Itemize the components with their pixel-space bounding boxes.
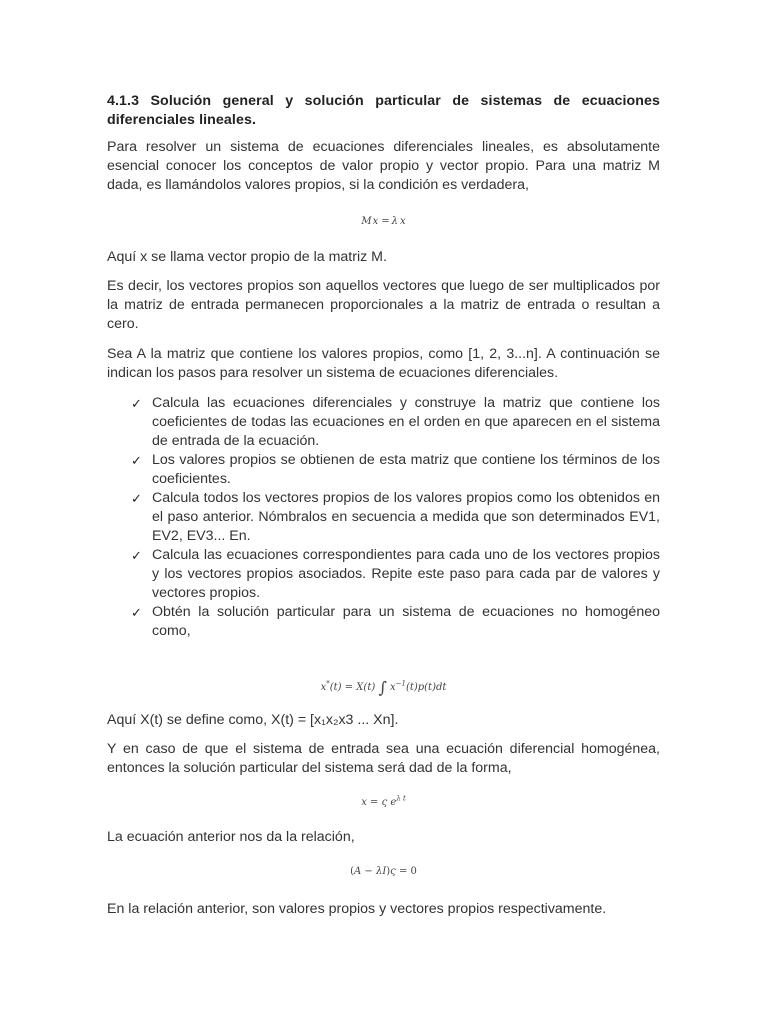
formula-text: Mx = λ x	[361, 216, 406, 227]
paragraph-relation-intro	[107, 828, 660, 847]
checkmark-icon: ✓	[131, 605, 142, 620]
formula-text: (A − λI)ς = 0	[350, 866, 417, 877]
paragraph-text: La ecuación anterior nos da la relación,	[107, 829, 355, 845]
step-item	[107, 451, 660, 489]
formula-homogeneous	[107, 795, 660, 808]
paragraph-text: Aquí x se llama vector propio de la matriz M.	[107, 249, 387, 265]
step-text: Los valores propios se obtienen de esta matriz que contiene los términos de los coeficientes.	[152, 452, 660, 487]
formula-text: x = ς $e^{\lambda t}$	[361, 795, 406, 809]
paragraph-text: Aquí X(t) se define como, X(t) = [x₁x₂x3 ... Xn].	[107, 712, 399, 728]
heading-text: 4.1.3 Solución general y solución particular de sistemas de ecuaciones diferenciales lineales.	[107, 93, 660, 128]
steps-list	[107, 394, 660, 641]
step-text: Calcula las ecuaciones correspondientes para cada uno de los vectores propios y los vectores propios asociados. Repite este paso para cada par de valores y vectores propios.	[152, 547, 660, 601]
formula-relation	[107, 866, 660, 877]
step-item	[107, 546, 660, 603]
paragraph-intro	[107, 138, 660, 195]
paragraph-conclusion	[107, 900, 660, 919]
step-text: Obtén la solución particular para un sistema de ecuaciones no homogéneo como,	[152, 604, 660, 639]
paragraph-explanation	[107, 277, 660, 334]
step-item	[107, 489, 660, 546]
section-heading	[107, 92, 660, 139]
step-item	[107, 603, 660, 641]
paragraph-text: Para resolver un sistema de ecuaciones diferenciales lineales, es absolutamente esencial conocer los conceptos de valor propio y vector propio. Para una matriz M dada, es llamándolos valores propios, si la condición es verdadera,	[107, 139, 660, 193]
paragraph-homogeneous	[107, 740, 660, 778]
checkmark-icon: ✓	[131, 548, 142, 563]
checkmark-icon: ✓	[131, 453, 142, 468]
checkmark-icon: ✓	[131, 396, 142, 411]
formula-text: x*(t) = X(t) ∫ $x^{-1}(t)p(t)dt$	[320, 678, 447, 697]
paragraph-matrix-a	[107, 345, 660, 383]
paragraph-text: Y en caso de que el sistema de entrada sea una ecuación diferencial homogénea, entonces la solución particular del sistema será dad de la forma,	[107, 741, 660, 776]
step-text: Calcula las ecuaciones diferenciales y construye la matriz que contiene los coeficientes de todas las ecuaciones en el orden en que aparecen en el sistema de entrada de la ecuación.	[152, 395, 660, 449]
paragraph-text: Es decir, los vectores propios son aquellos vectores que luego de ser multiplicados por la matriz de entrada permanecen proporcionales a la matriz de entrada o resultan a cero.	[107, 278, 660, 332]
checkmark-icon: ✓	[131, 491, 142, 506]
paragraph-text: En la relación anterior, son valores propios y vectores propios respectivamente.	[107, 901, 607, 917]
formula-eigen	[107, 216, 660, 227]
paragraph-text: Sea A la matriz que contiene los valores propios, como [1, 2, 3...n]. A continuación se indican los pasos para resolver un sistema de ecuaciones diferenciales.	[107, 346, 660, 381]
paragraph-vector-def	[107, 248, 660, 267]
formula-particular	[107, 678, 660, 697]
step-item	[107, 394, 660, 451]
step-text: Calcula todos los vectores propios de los valores propios como los obtenidos en el paso anterior. Nómbralos en secuencia a medida que son determinados EV1, EV2, EV3... En.	[152, 490, 660, 544]
paragraph-x-def	[107, 711, 660, 730]
